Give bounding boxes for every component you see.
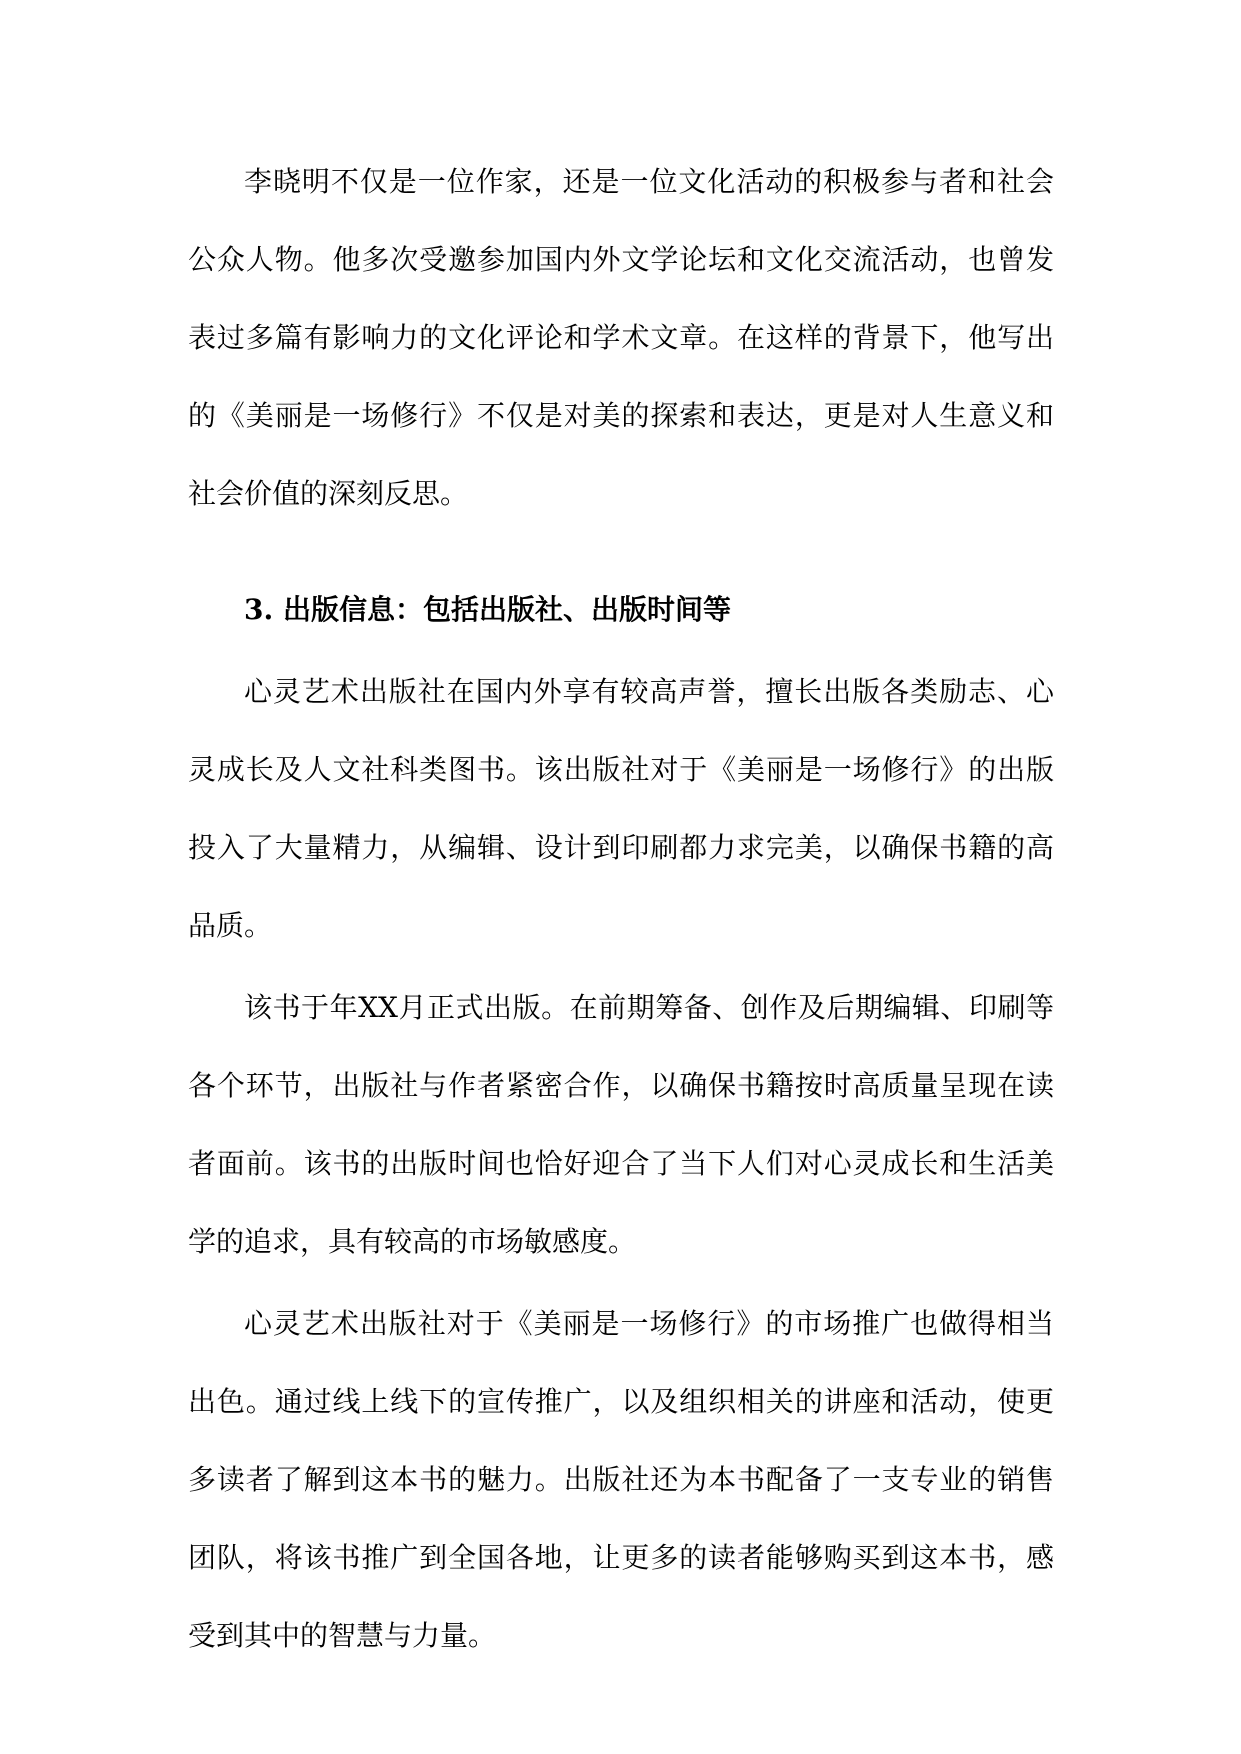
paragraph-author-background: 李晓明不仅是一位作家，还是一位文化活动的积极参与者和社会公众人物。他多次受邀参加国内外文学论坛和文化交流活动，也曾发表过多篇有影响力的文化评论和学术文章。在这样的背景下，他写出的《美丽是一场修行》不仅是对美的探索和表达，更是对人生意义和社会价值的深刻反思。	[188, 165, 1054, 510]
document-body	[188, 143, 1054, 1675]
section-spacer	[188, 533, 1054, 571]
paragraph-marketing: 心灵艺术出版社对于《美丽是一场修行》的市场推广也做得相当出色。通过线上线下的宣传推广，以及组织相关的讲座和活动，使更多读者了解到这本书的魅力。出版社还为本书配备了一支专业的销售团队，将该书推广到全国各地，让更多的读者能够购买到这本书，感受到其中的智慧与力量。	[188, 1307, 1054, 1652]
paragraph-publisher: 心灵艺术出版社在国内外享有较高声誉，擅长出版各类励志、心灵成长及人文社科类图书。该出版社对于《美丽是一场修行》的出版投入了大量精力，从编辑、设计到印刷都力求完美，以确保书籍的高品质。	[188, 675, 1054, 942]
paragraph-publication-time: 该书于年XX月正式出版。在前期筹备、创作及后期编辑、印刷等各个环节，出版社与作者紧密合作，以确保书籍按时高质量呈现在读者面前。该书的出版时间也恰好迎合了当下人们对心灵成长和生活美学的追求，具有较高的市场敏感度。	[188, 991, 1054, 1258]
section-heading-publication-info: 3. 出版信息：包括出版社、出版时间等	[244, 593, 731, 626]
